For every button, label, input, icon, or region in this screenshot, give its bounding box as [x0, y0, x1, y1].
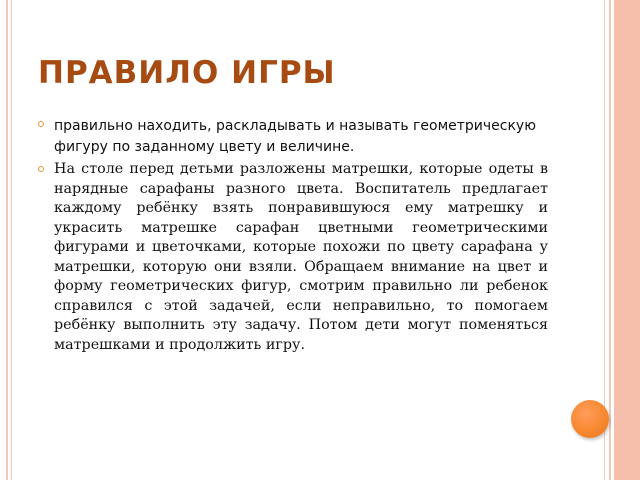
orange-circle-decoration [571, 400, 609, 438]
slide-title: ПРАВИЛО ИГРЫ [38, 55, 336, 91]
bullet-text: На столе перед детьми разложены матрешки, которые одеты в нарядные сарафаны разного цвета. Воспитатель предлагает каждому ребёнку взять понравившуюся ему матрешку и украсить матрешке сарафан цветными геометрическими фигурами и цветочками, которые похожи по цвету сарафана у матрешки, которую они взяли. Обращаем внимание на цвет и форму геометрических фигур, смотрим правильно ли ребенок справился с этой задачей, если неправильно, то помогаем ребёнку выполнить эту задачу. Потом дети могут поменяться матрешками и продолжить игру. [54, 161, 548, 353]
bullet-item-description [38, 160, 548, 355]
bullet-text: правильно находить, раскладывать и называть геометрическую фигуру по заданному цвету и величине. [54, 118, 536, 155]
bullet-item-rule [38, 115, 548, 157]
slide-content [38, 115, 548, 355]
bullet-circle-icon [38, 121, 44, 127]
left-decorative-line [6, 0, 8, 480]
left-decorative-line-thin [11, 0, 12, 480]
bullet-circle-icon [38, 166, 44, 172]
right-decorative-band [614, 0, 640, 480]
right-decorative-line [609, 0, 611, 480]
